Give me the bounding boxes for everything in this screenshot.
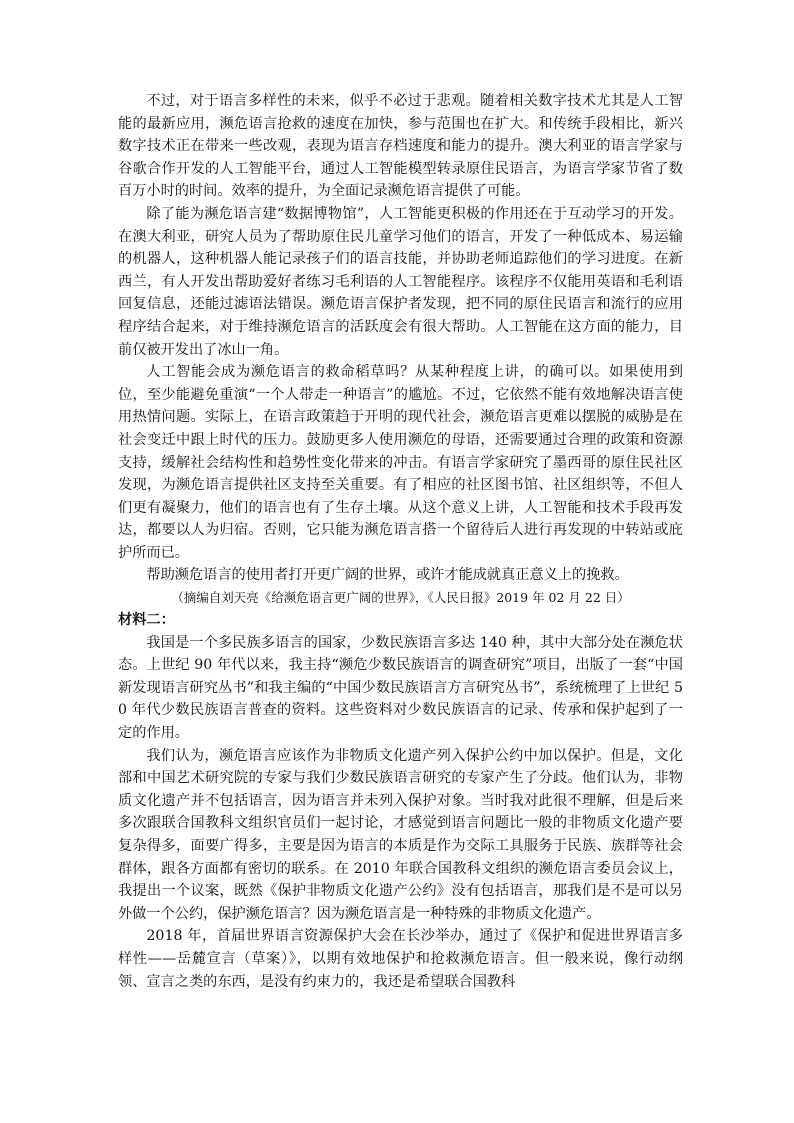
material2-paragraph-3: 2018 年，首届世界语言资源保护大会在长沙举办，通过了《保护和促进世界语言多样性——岳麓宣言（草案）》，以期有效地保护和抢救濒危语言。但一般来说，像行动纲领、宣言之类的东西，是没有约束力的，我还是希望联合国教科 [118, 928, 683, 990]
material2-heading: 材料二： [118, 612, 175, 629]
material2-paragraph-2: 我们认为，濒危语言应该作为非物质文化遗产列入保护公约中加以保护。但是，文化部和中国艺术研究院的专家与我们少数民族语言研究的专家产生了分歧。他们认为，非物质文化遗产并不包括语言，因为语言并未列入保护对象。当时我对此很不理解，但是后来多次跟联合国教科文组织官员们一起讨论，才感觉到语言问题比一般的非物质文化遗产要复杂得多，面要广得多，主要是因为语言的本质是作为交际工具服务于民族、族群等社会群体，跟各方面都有密切的联系。在 2010 年联合国教科文组织的濒危语言委员会议上，我提出一个议案，既然《保护非物质文化遗产公约》没有包括语言，那我们是不是可以另外做一个公约，保护濒危语言？因为濒危语言是一种特殊的非物质文化遗产。 [118, 747, 683, 922]
material2-paragraph-1: 我国是一个多民族多语言的国家，少数民族语言多达 140 种，其中大部分处在濒危状态。上世纪 90 年代以来，我主持“濒危少数民族语言的调查研究”项目，出版了一套“中国新发现语言研究丛书”和我主编的“中国少数民族语言方言研究丛书”，系统梳理了上世纪 50 年代少数民族语言普查的资料。这些资料对少数民族语言的记录、传承和保护起到了一定的作用。 [118, 634, 683, 742]
material1-paragraph-1: 不过，对于语言多样性的未来，似乎不必过于悲观。随着相关数字技术尤其是人工智能的最新应用，濒危语言抢救的速度在加快，参与范围也在扩大。和传统手段相比，新兴数字技术正在带来一些改观，表现为语言存档速度和能力的提升。澳大利亚的语言学家与谷歌合作开发的人工智能平台，通过人工智能模型转录原住民语言，为语言学家节省了数百万小时的时间。效率的提升，为全面记录濒危语言提供了可能。 [118, 93, 683, 200]
material1-source-citation: （摘编自刘天亮《给濒危语言更广阔的世界》，《人民日报》2019 年 02 月 22 日） [171, 590, 630, 606]
material1-paragraph-3: 人工智能会成为濒危语言的救命稻草吗？从某种程度上讲，的确可以。如果使用到位，至少能避免重演“一个人带走一种语言”的尴尬。不过，它依然不能有效地解决语言使用热情问题。实际上，在语言政策趋于开明的现代社会，濒危语言更难以摆脱的威胁是在社会变迁中跟上时代的压力。鼓励更多人使用濒危的母语，还需要通过合理的政策和资源支持，缓解社会结构性和趋势性变化带来的冲击。有语言学家研究了墨西哥的原住民社区发现，为濒危语言提供社区支持至关重要。有了相应的社区图书馆、社区组织等，不但人们更有凝聚力，他们的语言也有了生存土壤。从这个意义上讲，人工智能和技术手段再发达，都要以人为归宿。否则，它只能为濒危语言搭一个留待后人进行再发现的中转站或庇护所而已。 [118, 364, 683, 561]
material1-paragraph-2: 除了能为濒危语言建“数据博物馆”，人工智能更积极的作用还在于互动学习的开发。在澳大利亚，研究人员为了帮助原住民儿童学习他们的语言，开发了一种低成本、易运输的机器人，这种机器人能记录孩子们的语言技能，并协助老师追踪他们的学习进度。在新西兰，有人开发出帮助爱好者练习毛利语的人工智能程序。该程序不仅能用英语和毛利语回复信息，还能过滤语法错误。濒危语言保护者发现，把不同的原住民语言和流行的应用程序结合起来，对于维持濒危语言的活跃度会有很大帮助。人工智能在这方面的能力，目前仅被开发出了冰山一角。 [118, 205, 683, 358]
document-page [118, 90, 683, 993]
material1-paragraph-4: 帮助濒危语言的使用者打开更广阔的世界，或许才能成就真正意义上的挽救。 [146, 567, 629, 584]
